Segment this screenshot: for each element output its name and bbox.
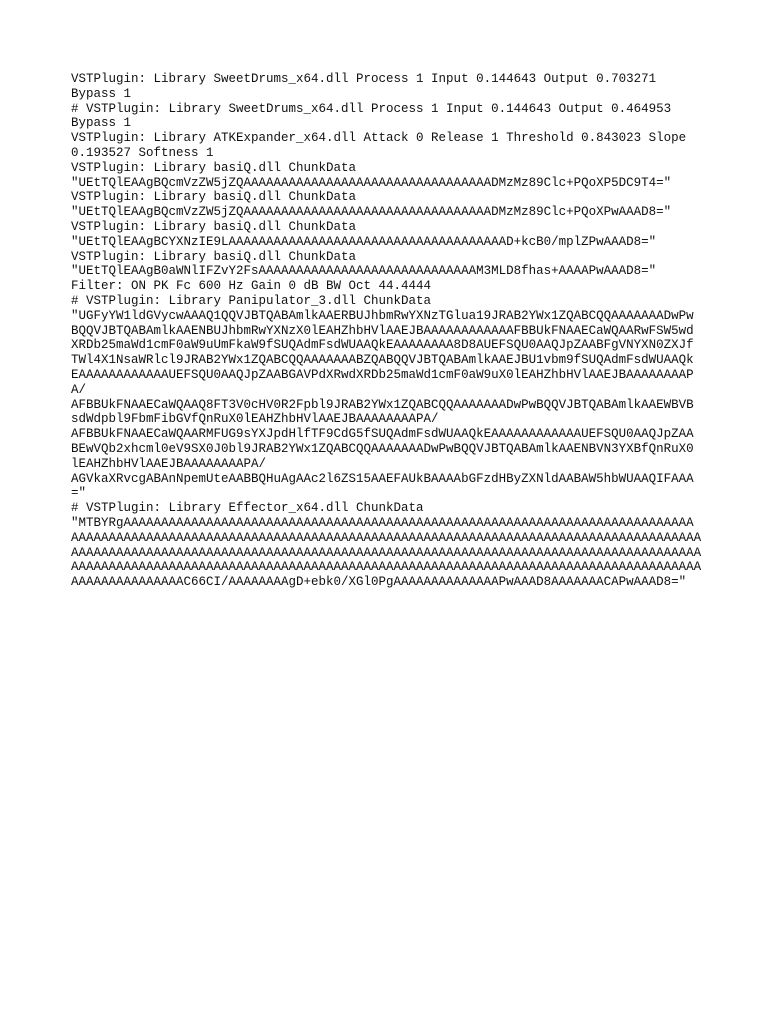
text-line: "UEtTQlEAAgB0aWNlIFZvY2FsAAAAAAAAAAAAAAAAAAAAAAAAAAAAAM3MLD8fhas+AAAAPwAAAD8=" xyxy=(71,264,657,279)
text-line: sdWdpbl9FbmFibGVfQnRuX0lEAHZhbHVlAAEJBAAAAAAAAPA/ xyxy=(71,412,439,427)
document-page xyxy=(71,72,701,590)
text-line: "UEtTQlEAAgBCYXNzIE9LAAAAAAAAAAAAAAAAAAAAAAAAAAAAAAAAAAAAAD+kcB0/mplZPwAAAD8=" xyxy=(71,234,657,249)
text-line: AFBBUkFNAAECaWQAAQ8FT3V0cHV0R2Fpbl9JRAB2YWx1ZQABCQQAAAAAAADwPwBQQVJBTQABAmlkAAEWBVB xyxy=(71,397,694,412)
text-line: AAAAAAAAAAAAAAAAAAAAAAAAAAAAAAAAAAAAAAAAAAAAAAAAAAAAAAAAAAAAAAAAAAAAAAAAAAAAAAAAAAAA xyxy=(71,545,702,560)
text-line: VSTPlugin: Library SweetDrums_x64.dll Process 1 Input 0.144643 Output 0.703271 xyxy=(71,72,657,86)
text-line: AGVkaXRvcgABAnNpemUteAABBQHuAgAAc2l6ZS15AAEFAUkBAAAAbGFzdHByZXNldAABAW5hbWUAAQIFAAA xyxy=(71,471,694,486)
text-line: XRDb25maWd1cmF0aW9uUmFkaW9fSUQAdmFsdWUAAQkEAAAAAAAA8D8AUEFSQU0AAQJpZAABFgVNYXN0ZXJf xyxy=(71,338,694,353)
text-line: TWl4X1NsaWRlcl9JRAB2YWx1ZQABCQQAAAAAAABZQABQQVJBTQABAmlkAAEJBU1vbm9fSUQAdmFsdWUAAQk xyxy=(71,353,694,368)
text-line: # VSTPlugin: Library Panipulator_3.dll ChunkData xyxy=(71,293,432,308)
text-line: # VSTPlugin: Library SweetDrums_x64.dll Process 1 Input 0.144643 Output 0.464953 xyxy=(71,101,672,116)
text-line: VSTPlugin: Library basiQ.dll ChunkData xyxy=(71,190,357,205)
text-line: EAAAAAAAAAAAAUEFSQU0AAQJpZAABGAVPdXRwdXRDb25maWd1cmF0aW9uX0lEAHZhbHVlAAEJBAAAAAAAAP xyxy=(71,367,694,382)
text-line: # VSTPlugin: Library Effector_x64.dll ChunkData xyxy=(71,501,424,516)
text-line: AAAAAAAAAAAAAAAAAAAAAAAAAAAAAAAAAAAAAAAAAAAAAAAAAAAAAAAAAAAAAAAAAAAAAAAAAAAAAAAAAAAA xyxy=(71,530,702,545)
text-line: VSTPlugin: Library ATKExpander_x64.dll Attack 0 Release 1 Threshold 0.843023 Slope xyxy=(71,131,687,146)
text-line: A/ xyxy=(71,382,87,397)
text-line: BQQVJBTQABAmlkAAENBUJhbmRwYXNzX0lEAHZhbHVlAAEJBAAAAAAAAAAAAFBBUkFNAAECaWQAARwFSW5wd xyxy=(71,323,694,338)
text-line: Filter: ON PK Fc 600 Hz Gain 0 dB BW Oct 44.4444 xyxy=(71,279,432,294)
text-line: AFBBUkFNAAECaWQAARMFUG9sYXJpdHlfTF9CdG5fSUQAdmFsdWUAAQkEAAAAAAAAAAAAUEFSQU0AAQJpZAA xyxy=(71,427,694,442)
text-line: Bypass 1 xyxy=(71,86,132,101)
text-line: VSTPlugin: Library basiQ.dll ChunkData xyxy=(71,249,357,264)
text-line: VSTPlugin: Library basiQ.dll ChunkData xyxy=(71,160,357,175)
text-line: lEAHZhbHVlAAEJBAAAAAAAAPA/ xyxy=(71,456,267,471)
text-line: BEwVQb2xhcml0eV9SX0J0bl9JRAB2YWx1ZQABCQQAAAAAAADwPwBQQVJBTQABAmlkAAENBVN3YXBfQnRuX0 xyxy=(71,441,694,456)
text-line: Bypass 1 xyxy=(71,116,132,131)
text-line: "UGFyYW1ldGVycwAAAQ1QQVJBTQABAmlkAAERBUJhbmRwYXNzTGlua19JRAB2YWx1ZQABCQQAAAAAAADwPw xyxy=(71,308,694,323)
text-line: "UEtTQlEAAgBQcmVzZW5jZQAAAAAAAAAAAAAAAAAAAAAAAAAAAAAAAAADMzMz89Clc+PQoXP5DC9T4=" xyxy=(71,175,672,190)
text-line: "MTBYRgAAAAAAAAAAAAAAAAAAAAAAAAAAAAAAAAAAAAAAAAAAAAAAAAAAAAAAAAAAAAAAAAAAAAAAAAAAAA xyxy=(71,515,694,530)
text-line: VSTPlugin: Library basiQ.dll ChunkData xyxy=(71,219,357,234)
text-line: =" xyxy=(71,486,87,501)
text-line: AAAAAAAAAAAAAAAAAAAAAAAAAAAAAAAAAAAAAAAAAAAAAAAAAAAAAAAAAAAAAAAAAAAAAAAAAAAAAAAAAAAA xyxy=(71,560,702,575)
text-line: "UEtTQlEAAgBQcmVzZW5jZQAAAAAAAAAAAAAAAAAAAAAAAAAAAAAAAAADMzMz89Clc+PQoXPwAAAD8=" xyxy=(71,205,672,220)
text-line: 0.193527 Softness 1 xyxy=(71,145,214,160)
text-line: AAAAAAAAAAAAAAAC66CI/AAAAAAAAgD+ebk0/XGl0PgAAAAAAAAAAAAAAPwAAAD8AAAAAAACAPwAAAD8=" xyxy=(71,575,687,590)
